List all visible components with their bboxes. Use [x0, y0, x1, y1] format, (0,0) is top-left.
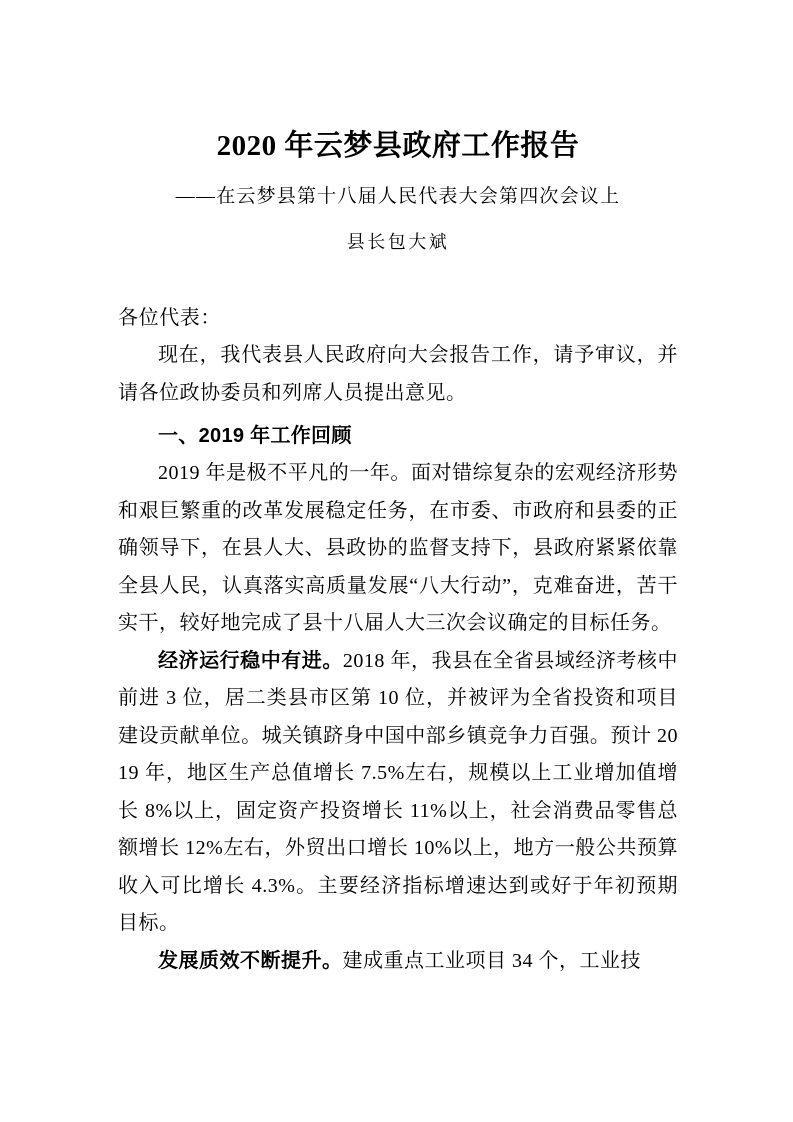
page-title: 2020 年云梦县政府工作报告 [216, 130, 580, 162]
paragraph-economic-operation [118, 643, 678, 943]
paragraph-lead-in-development-quality: 发展质效不断提升。 [158, 949, 343, 972]
paragraph-2019-overview: 2019 年是极不平凡的一年。面对错综复杂的宏观经济形势和艰巨繁重的改革发展稳定任务，在市委、市政府和县委的正确领导下，在县人大、县政协的监督支持下，县政府紧紧依靠全县人民，认真落实高质量发展“八大行动”，克难奋进，苦干实干，较好地完成了县十八届人大三次会议确定的目标任务。 [118, 462, 678, 634]
paragraph-lead-in-economic-operation: 经济运行稳中有进。 [158, 649, 343, 672]
document-subtitle: ——在云梦县第十八届人民代表大会第四次会议上 [175, 186, 621, 207]
paragraph-text-economic-operation: 2018 年，我县在全省县域经济考核中前进 3 位，居二类县市区第 10 位，并被评为全省投资和项目建设贡献单位。城关镇跻身中国中部乡镇竞争力百强。预计 2019 年，地区生产总值增长 7.5%左右，规模以上工业增加值增长 8%以上，固定资产投资增长 11%以上，社会消费品零售总额增长 12%左右，外贸出口增长 10%以上，地方一般公共预算收入可比增长 4.3%。主要经济指标增速达到或好于年初预期目标。 [118, 649, 679, 934]
paragraph-text-development-quality: 建成重点工业项目 34 个，工业技 [342, 949, 641, 972]
salutation: 各位代表： [118, 307, 221, 329]
section-heading-2019-review: 一、2019 年工作回顾 [158, 425, 352, 447]
document-content [118, 0, 678, 980]
paragraph-development-quality [118, 943, 678, 981]
intro-paragraph: 现在，我代表县人民政府向大会报告工作，请予审议，并请各位政协委员和列席人员提出意见。 [118, 344, 678, 404]
document-author: 县长包大斌 [346, 232, 450, 252]
